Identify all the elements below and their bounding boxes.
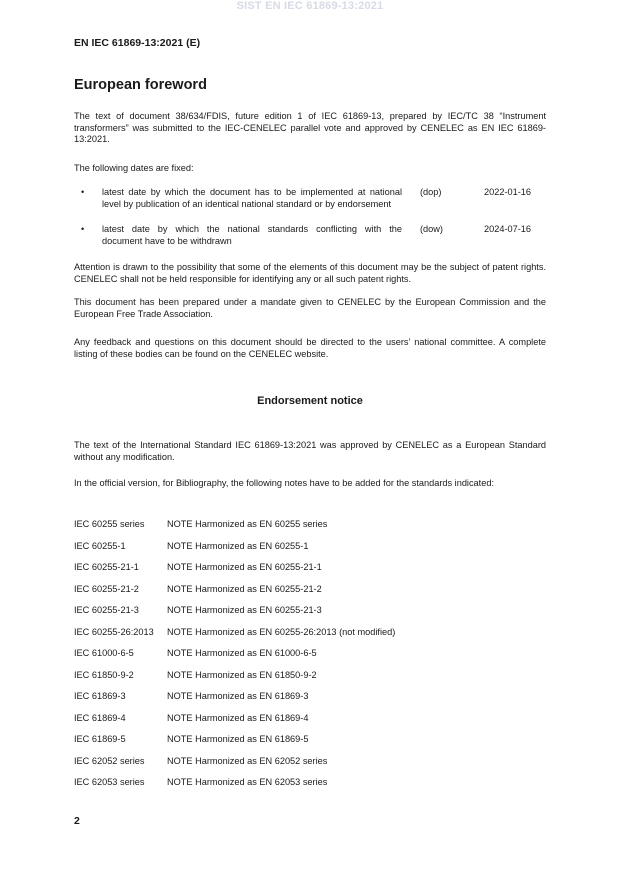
bibliography-note: NOTE Harmonized as EN 60255-21-3 bbox=[167, 605, 322, 615]
date-item-code: (dop) bbox=[420, 187, 442, 197]
date-item-date: 2022-01-16 bbox=[484, 187, 531, 197]
bibliography-standard: IEC 60255 series bbox=[74, 519, 145, 529]
bibliography-row bbox=[74, 691, 308, 703]
date-item-line: document have to be withdrawn bbox=[102, 235, 232, 246]
endorsement-heading: Endorsement notice bbox=[257, 395, 363, 407]
bibliography-note: NOTE Harmonized as EN 61869-3 bbox=[167, 691, 309, 701]
bibliography-row bbox=[74, 648, 317, 660]
date-item-line: latest date by which the national standards conflicting with the bbox=[102, 224, 402, 234]
bibliography-standard: IEC 61869-5 bbox=[74, 734, 126, 744]
bibliography-standard: IEC 61869-4 bbox=[74, 713, 126, 723]
feedback-paragraph: Any feedback and questions on this document should be directed to the users’ national committee. A complete listing of these bodies can be found on the CENELEC website. bbox=[74, 337, 546, 359]
bibliography-row bbox=[74, 562, 322, 574]
bibliography-row bbox=[74, 605, 322, 617]
bibliography-standard: IEC 62052 series bbox=[74, 756, 145, 766]
bibliography-standard: IEC 60255-26:2013 bbox=[74, 627, 154, 637]
date-item-date: 2024-07-16 bbox=[484, 224, 531, 234]
bibliography-note: NOTE Harmonized as EN 61000-6-5 bbox=[167, 648, 317, 658]
bibliography-note: NOTE Harmonized as EN 61869-5 bbox=[167, 734, 309, 744]
bullet-icon: • bbox=[81, 187, 85, 197]
bibliography-note: NOTE Harmonized as EN 60255-21-1 bbox=[167, 562, 322, 572]
bibliography-note: NOTE Harmonized as EN 60255-1 bbox=[167, 541, 309, 551]
bibliography-note: NOTE Harmonized as EN 62052 series bbox=[167, 756, 328, 766]
bibliography-note: NOTE Harmonized as EN 60255 series bbox=[167, 519, 328, 529]
bibliography-row bbox=[74, 584, 322, 596]
bibliography-row bbox=[74, 627, 395, 639]
document-id-header: EN IEC 61869-13:2021 (E) bbox=[74, 37, 201, 49]
bibliography-intro-paragraph: In the official version, for Bibliography, the following notes have to be added for the standards indicated: bbox=[74, 478, 494, 488]
date-item-line: latest date by which the document has to be implemented at national bbox=[102, 187, 402, 197]
bibliography-note: NOTE Harmonized as EN 60255-26:2013 (not modified) bbox=[167, 627, 396, 637]
bullet-icon: • bbox=[81, 224, 85, 234]
bibliography-note: NOTE Harmonized as EN 60255-21-2 bbox=[167, 584, 322, 594]
foreword-heading: European foreword bbox=[74, 77, 207, 93]
bibliography-note: NOTE Harmonized as EN 61869-4 bbox=[167, 713, 309, 723]
bibliography-standard: IEC 60255-21-3 bbox=[74, 605, 139, 615]
bibliography-standard: IEC 60255-21-1 bbox=[74, 562, 139, 572]
date-item-code: (dow) bbox=[420, 224, 443, 234]
foreword-intro-paragraph: The text of document 38/634/FDIS, future edition 1 of IEC 61869-13, prepared by IEC/TC 38 “Instrument transformers” was submitted to the IEC-CENELEC parallel vote and approved by CENELEC as EN IEC 61869-13:2021. bbox=[74, 111, 546, 144]
date-item-line: level by publication of an identical national standard or by endorsement bbox=[102, 198, 392, 209]
bibliography-note: NOTE Harmonized as EN 62053 series bbox=[167, 777, 328, 787]
bibliography-row bbox=[74, 756, 327, 768]
watermark: SIST EN IEC 61869-13:2021 bbox=[236, 0, 384, 12]
page-number: 2 bbox=[74, 815, 80, 827]
endorsement-paragraph: The text of the International Standard IEC 61869-13:2021 was approved by CENELEC as a European Standard without any modification. bbox=[74, 440, 546, 462]
bibliography-standard: IEC 60255-21-2 bbox=[74, 584, 139, 594]
patent-paragraph: Attention is drawn to the possibility that some of the elements of this document may be the subject of patent rights. CENELEC shall not be held responsible for identifying any or all such patent rights. bbox=[74, 262, 546, 284]
bibliography-row bbox=[74, 541, 308, 553]
bibliography-standard: IEC 61869-3 bbox=[74, 691, 126, 701]
bibliography-row bbox=[74, 519, 327, 531]
date-item-description bbox=[102, 224, 402, 247]
bibliography-row bbox=[74, 734, 308, 746]
bibliography-standard: IEC 61850-9-2 bbox=[74, 670, 134, 680]
bibliography-standard: IEC 62053 series bbox=[74, 777, 145, 787]
bibliography-note: NOTE Harmonized as EN 61850-9-2 bbox=[167, 670, 317, 680]
bibliography-row bbox=[74, 777, 327, 789]
bibliography-standard: IEC 60255-1 bbox=[74, 541, 126, 551]
bibliography-row bbox=[74, 670, 317, 682]
date-item-description bbox=[102, 187, 402, 210]
bibliography-row bbox=[74, 713, 308, 725]
dates-intro-paragraph: The following dates are fixed: bbox=[74, 163, 194, 173]
bibliography-standard: IEC 61000-6-5 bbox=[74, 648, 134, 658]
mandate-paragraph: This document has been prepared under a mandate given to CENELEC by the European Commission and the European Free Trade Association. bbox=[74, 297, 546, 319]
